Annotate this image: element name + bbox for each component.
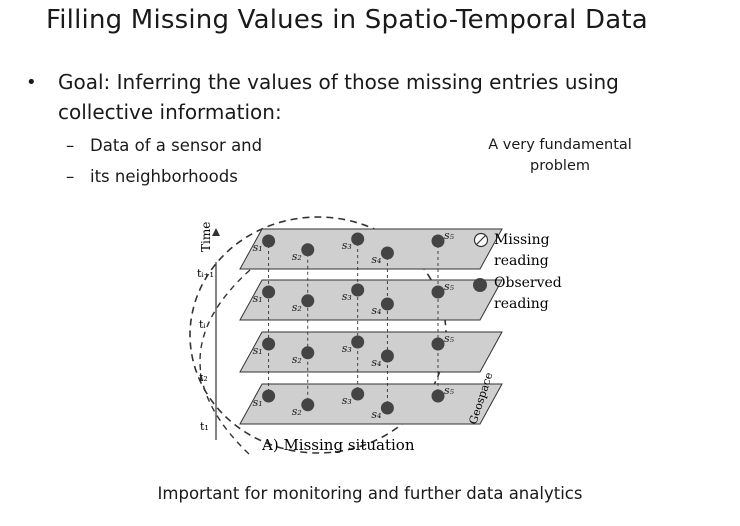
observed-reading-dot [381,247,394,260]
observed-reading-dot [301,243,314,256]
sensor-label: s₂ [291,300,302,314]
sensor-label: s₂ [291,404,302,418]
observed-reading-dot [262,286,275,299]
diagram-caption: A) Missing situation [262,436,415,454]
observed-reading-dot [351,388,364,401]
observed-reading-dot [262,390,275,403]
observed-reading-dot [432,338,445,351]
sensor-label: s₅ [444,280,455,293]
dash-marker: – [66,136,75,155]
legend-observed-text: Observed reading [494,275,562,312]
time-axis-arrow [212,228,220,236]
legend-missing-text: Missing reading [494,232,550,269]
sensor-label: s₅ [444,332,455,345]
observed-reading-dot [301,294,314,307]
time-label-t-i-plus-1: tᵢ₊₁ [197,267,214,280]
sensor-label: s₄ [371,304,382,317]
observed-reading-dot [301,398,314,411]
side-note: A very fundamental problem [488,137,632,174]
sensor-label: s₁ [252,344,263,357]
sub-item-text: its neighborhoods [90,167,238,186]
observed-reading-dot [351,336,364,349]
observed-reading-dot [262,338,275,351]
sensor-label: s₄ [371,408,382,421]
observed-reading-dot [381,402,394,415]
time-label-t-i: tᵢ [199,318,206,331]
observed-reading-dot [351,233,364,246]
sensor-label: s₂ [291,352,302,366]
sensor-label: s₅ [444,229,455,242]
observed-reading-dot [432,390,445,403]
sensor-label: s₃ [341,239,352,252]
sensor-label: s₂ [291,249,302,263]
sensor-label: s₃ [341,394,352,407]
observed-reading-dot [351,284,364,297]
time-label-t-1: t₁ [200,420,209,433]
sensor-label: s₃ [341,342,352,355]
observed-reading-dot [432,286,445,299]
geospace-label: Geospace [466,370,496,426]
bullet-marker: • [26,72,37,93]
footer-text: Important for monitoring and further data analytics [157,484,583,503]
sub-item-text: Data of a sensor and [90,136,263,155]
sensor-label: s₁ [252,396,263,409]
time-label-t-2: t₂ [199,371,208,384]
sensor-label: s₃ [341,290,352,303]
observed-reading-dot [262,235,275,248]
observed-reading-dot [381,298,394,311]
sensor-label: s₄ [371,253,382,266]
observed-reading-dot [381,350,394,363]
observed-reading-icon [473,278,487,292]
sensor-label: s₁ [252,241,263,254]
goal-bullet: Goal: Inferring the values of those missing entries using collective information: [58,70,619,124]
observed-reading-dot [301,346,314,359]
observed-reading-dot [432,235,445,248]
slide-title: Filling Missing Values in Spatio-Temporal Data [46,5,648,35]
sensor-label: s₅ [444,384,455,397]
sensor-label: s₁ [252,292,263,305]
dash-marker: – [66,167,75,186]
sensor-label: s₄ [371,356,382,369]
time-axis-label: Time [199,221,213,252]
